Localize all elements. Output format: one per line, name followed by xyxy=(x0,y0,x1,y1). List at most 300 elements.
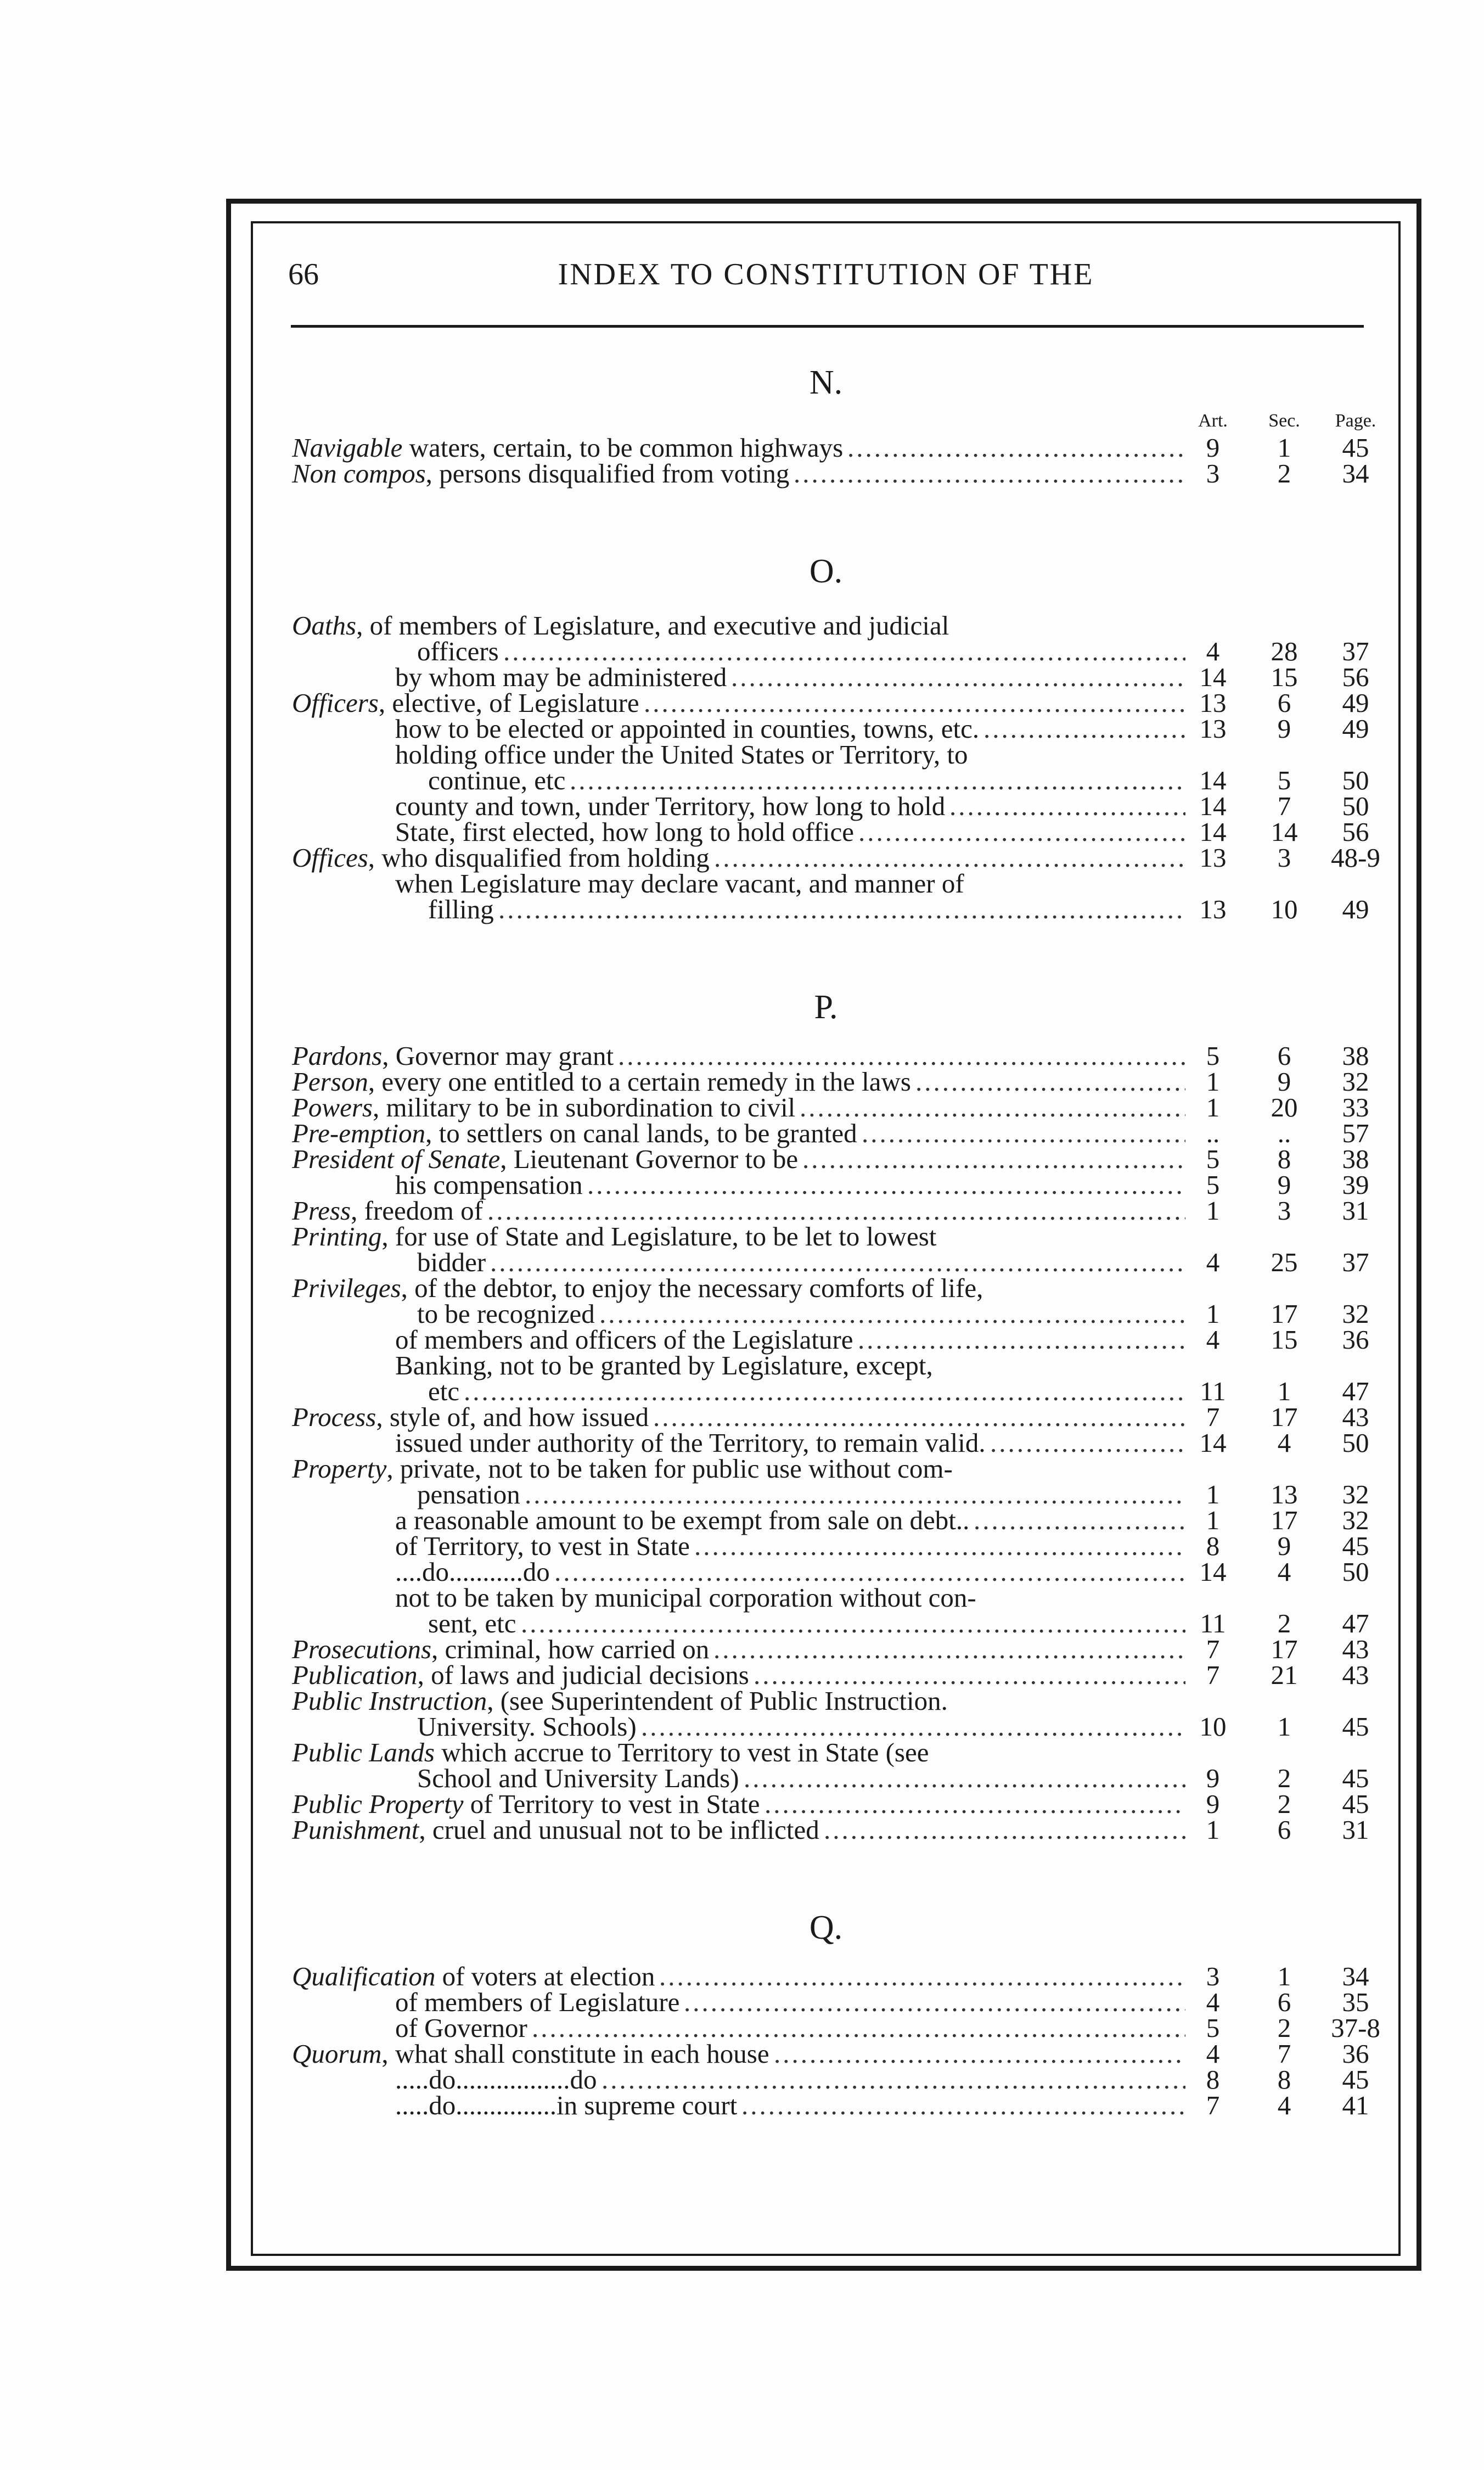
article-number: 1 xyxy=(1206,1479,1220,1509)
index-entry xyxy=(285,793,1367,819)
article-number: 14 xyxy=(1199,765,1227,795)
entry-description: sent, etc xyxy=(428,1608,516,1638)
entry-text xyxy=(395,739,968,770)
leader-dots xyxy=(802,1146,1185,1172)
page-reference: 34 xyxy=(1342,458,1369,489)
article-number: 1 xyxy=(1206,1505,1220,1535)
entry-heading: Non compos xyxy=(292,458,426,489)
entry-description: , (see Superintendent of Public Instruction. xyxy=(487,1686,948,1716)
index-entry xyxy=(285,1739,1367,1765)
article-number: 5 xyxy=(1206,2013,1220,2043)
section-number: 1 xyxy=(1277,1961,1291,1991)
entry-heading: Publication xyxy=(292,1660,418,1690)
entry-description: which accrue to Territory to vest in State (see xyxy=(434,1737,929,1767)
page-reference: 37-8 xyxy=(1331,2013,1380,2043)
leader-dots xyxy=(602,2067,1185,2092)
entry-description: filling xyxy=(428,894,494,924)
page-reference: 37 xyxy=(1342,636,1369,666)
entry-text xyxy=(395,1533,690,1559)
entry-description: of members of Legislature xyxy=(395,1987,680,2017)
entry-text xyxy=(395,793,945,819)
section-number: 4 xyxy=(1277,1557,1291,1587)
entry-heading: Quorum xyxy=(292,2039,382,2069)
entry-text xyxy=(395,2015,527,2041)
article-number: 8 xyxy=(1206,1531,1220,1561)
leader-dots xyxy=(949,793,1185,819)
entry-description: , of laws and judicial decisions xyxy=(417,1660,749,1690)
page-reference: 36 xyxy=(1342,2039,1369,2069)
page-reference: 47 xyxy=(1342,1376,1369,1406)
entry-description: not to be taken by municipal corporation without con- xyxy=(395,1582,976,1613)
article-number: 8 xyxy=(1206,2064,1220,2095)
page-reference: 47 xyxy=(1342,1608,1369,1638)
index-entry xyxy=(285,690,1367,716)
entry-description: , Lieutenant Governor to be xyxy=(500,1144,799,1174)
section-number: 4 xyxy=(1277,1428,1291,1458)
section-number: 7 xyxy=(1277,791,1291,821)
section-letter: Q. xyxy=(809,1909,843,1946)
article-number: 13 xyxy=(1199,843,1227,873)
index-entry xyxy=(285,1066,1369,1097)
section-number: 1 xyxy=(1277,433,1291,463)
section-letter: O. xyxy=(809,553,843,590)
article-number: 3 xyxy=(1206,1961,1220,1991)
entry-text xyxy=(428,767,565,793)
entry-heading: Printing xyxy=(292,1221,382,1251)
entry-text xyxy=(292,1662,749,1688)
section-number: 3 xyxy=(1277,843,1291,873)
entry-heading: Pardons xyxy=(292,1041,383,1071)
entry-heading: Public Lands xyxy=(292,1737,435,1767)
page-reference: 32 xyxy=(1342,1479,1369,1509)
section-q xyxy=(285,1903,1380,2120)
page-reference: 48-9 xyxy=(1331,843,1380,873)
article-number: 14 xyxy=(1199,1557,1227,1587)
entry-text xyxy=(292,435,843,461)
section-p xyxy=(285,983,1367,1843)
entry-description: his compensation xyxy=(395,1170,583,1200)
leader-dots xyxy=(983,716,1185,742)
entry-text xyxy=(395,1324,853,1355)
page-reference: 56 xyxy=(1342,817,1369,847)
article-number: 1 xyxy=(1206,1815,1220,1845)
entry-description: waters, certain, to be common highways xyxy=(402,433,844,463)
article-number: 11 xyxy=(1200,1376,1226,1406)
entry-text xyxy=(292,1275,983,1301)
index-entry xyxy=(285,1481,1367,1507)
column-headings xyxy=(285,407,1376,435)
article-number: 9 xyxy=(1206,433,1220,463)
entry-text xyxy=(292,1404,649,1430)
index-entry xyxy=(285,868,1367,899)
entry-description: how to be elected or appointed in counties, towns, etc. xyxy=(395,714,980,744)
leader-dots xyxy=(521,1610,1185,1636)
entry-text xyxy=(292,1195,483,1226)
leader-dots xyxy=(694,1533,1185,1559)
index-entry xyxy=(285,1453,1367,1484)
index-entry xyxy=(285,638,1367,664)
section-number: 2 xyxy=(1277,2013,1291,2043)
entry-list xyxy=(285,433,1369,489)
entry-text xyxy=(395,1582,976,1613)
index-entry xyxy=(285,2041,1367,2067)
section-number: 15 xyxy=(1271,1324,1298,1355)
page-reference: 56 xyxy=(1342,662,1369,692)
leader-dots xyxy=(618,1043,1185,1069)
entry-description: , who disqualified from holding xyxy=(368,843,710,873)
page-reference: 39 xyxy=(1342,1170,1369,1200)
entry-text xyxy=(292,1223,936,1249)
entry-description: , private, not to be taken for public use without com- xyxy=(386,1453,953,1484)
entry-heading: Public Instruction xyxy=(292,1686,487,1716)
index-entry xyxy=(285,1559,1367,1585)
entry-description: University. Schools) xyxy=(417,1711,637,1742)
article-number: 3 xyxy=(1206,458,1220,489)
article-number: 9 xyxy=(1206,1763,1220,1793)
section-number: 9 xyxy=(1277,714,1291,744)
entry-text xyxy=(395,868,964,899)
entry-text xyxy=(417,638,499,664)
entry-description: bidder xyxy=(417,1247,486,1277)
entry-description: of Territory, to vest in State xyxy=(395,1531,690,1561)
section-number: 2 xyxy=(1277,1763,1291,1793)
index-entry xyxy=(285,896,1367,922)
leader-dots xyxy=(599,1301,1185,1327)
index-entry xyxy=(285,1817,1367,1843)
section-number: 21 xyxy=(1271,1660,1298,1690)
entry-text xyxy=(292,1066,911,1097)
page-reference: 36 xyxy=(1342,1324,1369,1355)
entry-description: , persons disqualified from voting xyxy=(425,458,790,489)
section-number: 1 xyxy=(1277,1711,1291,1742)
article-number: 5 xyxy=(1206,1041,1220,1071)
section-number: 9 xyxy=(1277,1531,1291,1561)
article-number: 7 xyxy=(1206,2090,1220,2120)
entry-description: officers xyxy=(417,636,499,666)
article-number: 14 xyxy=(1199,817,1227,847)
leader-dots xyxy=(862,1120,1185,1146)
entry-text xyxy=(395,1559,550,1585)
section-number: 15 xyxy=(1271,662,1298,692)
entry-description: when Legislature may declare vacant, and manner of xyxy=(395,868,964,899)
leader-dots xyxy=(653,1404,1185,1430)
section-number: 17 xyxy=(1271,1299,1298,1329)
page-reference: 49 xyxy=(1342,894,1369,924)
entry-text xyxy=(292,690,639,716)
section-number: 25 xyxy=(1271,1247,1298,1277)
index-entry xyxy=(285,1223,1367,1249)
entry-list xyxy=(285,1961,1380,2120)
section-letter: N. xyxy=(809,364,843,401)
section-number: 3 xyxy=(1277,1195,1291,1226)
entry-description: .....do...............in supreme court xyxy=(395,2090,738,2120)
entry-description: to be recognized xyxy=(417,1299,595,1329)
entry-text xyxy=(395,1507,969,1533)
entry-heading: Process xyxy=(292,1402,376,1432)
page-reference: 57 xyxy=(1342,1118,1369,1148)
entry-description: , military to be in subordination to civil xyxy=(373,1092,796,1122)
leader-dots xyxy=(824,1817,1185,1843)
entry-text xyxy=(417,1249,486,1275)
entry-heading: President of Senate xyxy=(292,1144,501,1174)
page-reference: 45 xyxy=(1342,1789,1369,1819)
article-number: 7 xyxy=(1206,1634,1220,1664)
entry-heading: Oaths xyxy=(292,610,357,641)
section-number: 4 xyxy=(1277,2090,1291,2120)
entry-description: ....do...........do xyxy=(395,1557,550,1587)
index-entry xyxy=(285,435,1367,461)
page-reference: 43 xyxy=(1342,1660,1369,1690)
leader-dots xyxy=(587,1172,1185,1198)
page-reference: 50 xyxy=(1342,1428,1369,1458)
leader-dots xyxy=(464,1378,1185,1404)
column-page: Page. xyxy=(1335,411,1376,431)
entry-heading: Property xyxy=(292,1453,387,1484)
entry-description: , for use of State and Legislature, to be let to lowest xyxy=(381,1221,937,1251)
section-number: 28 xyxy=(1271,636,1298,666)
page-reference: 34 xyxy=(1342,1961,1369,1991)
section-number: 9 xyxy=(1277,1170,1291,1200)
leader-dots xyxy=(532,2015,1185,2041)
header-rule xyxy=(291,325,1364,328)
entry-text xyxy=(292,845,710,871)
page-reference: 50 xyxy=(1342,1557,1369,1587)
page-reference: 32 xyxy=(1342,1066,1369,1097)
section-number: 6 xyxy=(1277,1815,1291,1845)
index-entry xyxy=(285,1043,1367,1069)
entry-heading: Navigable xyxy=(292,433,403,463)
entry-description: of members and officers of the Legislature xyxy=(395,1324,853,1355)
section-number: 9 xyxy=(1277,1066,1291,1097)
section-number: 5 xyxy=(1277,765,1291,795)
leader-dots xyxy=(754,1662,1185,1688)
index-entry xyxy=(285,2064,1369,2095)
article-number: 14 xyxy=(1199,662,1227,692)
index-entry xyxy=(285,458,1369,489)
entry-text xyxy=(292,610,949,641)
index-entry xyxy=(285,1172,1367,1198)
index-entry xyxy=(285,664,1367,690)
article-number: 4 xyxy=(1206,1247,1220,1277)
entry-text xyxy=(395,1989,679,2015)
page-reference: 38 xyxy=(1342,1144,1369,1174)
page-number: 66 xyxy=(288,257,319,291)
entry-text xyxy=(395,1352,933,1378)
page-reference: 45 xyxy=(1342,1763,1369,1793)
section-number: 17 xyxy=(1271,1634,1298,1664)
entry-heading: Qualification xyxy=(292,1961,436,1991)
entry-text xyxy=(395,1430,986,1456)
index-entry xyxy=(285,1275,1367,1301)
entry-description: , to settlers on canal lands, to be granted xyxy=(425,1118,857,1148)
index-entry xyxy=(285,819,1367,845)
index-entry xyxy=(285,1120,1367,1146)
leader-dots xyxy=(684,1989,1185,2015)
leader-dots xyxy=(915,1069,1185,1094)
index-entry xyxy=(285,716,1367,742)
page-reference: 45 xyxy=(1342,1711,1369,1742)
entry-text xyxy=(292,1688,948,1714)
page-reference: 45 xyxy=(1342,1531,1369,1561)
page-reference: 38 xyxy=(1342,1041,1369,1071)
section-number: 8 xyxy=(1277,2064,1291,2095)
article-number: 4 xyxy=(1206,1987,1220,2017)
entry-description: State, first elected, how long to hold office xyxy=(395,817,854,847)
page-reference: 45 xyxy=(1342,2064,1369,2095)
index-entry xyxy=(285,1352,1367,1378)
index-entry xyxy=(285,1711,1369,1742)
leader-dots xyxy=(487,1198,1185,1223)
section-number: 14 xyxy=(1271,817,1298,847)
index-entry xyxy=(285,1507,1367,1533)
page-reference: 41 xyxy=(1342,2090,1369,2120)
leader-dots xyxy=(741,2092,1185,2118)
entry-text xyxy=(417,1301,595,1327)
leader-dots xyxy=(641,1714,1185,1739)
entry-text xyxy=(292,1043,614,1069)
section-n xyxy=(285,358,1376,489)
entry-description: , every one entitled to a certain remedy in the laws xyxy=(368,1066,911,1097)
leader-dots xyxy=(554,1559,1185,1585)
entry-text xyxy=(292,1963,655,1989)
index-entry xyxy=(285,1662,1367,1688)
entry-text xyxy=(428,896,494,922)
entry-description: , what shall constitute in each house xyxy=(381,2039,769,2069)
entry-text xyxy=(428,1610,516,1636)
index-entry xyxy=(285,1636,1367,1662)
entry-text xyxy=(417,1765,739,1791)
entry-heading: Punishment xyxy=(292,1815,419,1845)
page-reference: 31 xyxy=(1342,1195,1369,1226)
index-entry xyxy=(285,843,1380,873)
entry-text xyxy=(395,2092,737,2118)
article-number: 4 xyxy=(1206,2039,1220,2069)
index-entry xyxy=(285,1765,1367,1791)
entry-heading: Officers xyxy=(292,688,379,718)
index-entry xyxy=(285,767,1367,793)
leader-dots xyxy=(744,1765,1185,1791)
page-reference: 43 xyxy=(1342,1402,1369,1432)
article-number: 14 xyxy=(1199,1428,1227,1458)
page-reference: 49 xyxy=(1342,714,1369,744)
section-number: 8 xyxy=(1277,1144,1291,1174)
index-entry xyxy=(285,1404,1367,1430)
entry-text xyxy=(292,458,790,489)
page-reference: 49 xyxy=(1342,688,1369,718)
leader-dots xyxy=(800,1094,1185,1120)
entry-description: , Governor may grant xyxy=(382,1041,614,1071)
entry-description: by whom may be administered xyxy=(395,662,727,692)
entry-heading: Privileges xyxy=(292,1273,401,1303)
leader-dots xyxy=(713,1636,1185,1662)
entry-text xyxy=(417,1711,637,1742)
page-reference: 32 xyxy=(1342,1299,1369,1329)
entry-heading: Press xyxy=(292,1195,351,1226)
article-number: 9 xyxy=(1206,1789,1220,1819)
leader-dots xyxy=(847,435,1185,461)
entry-text xyxy=(395,664,727,690)
entry-text xyxy=(395,716,979,742)
index-entry xyxy=(285,1195,1369,1226)
leader-dots xyxy=(525,1481,1185,1507)
index-entry xyxy=(285,1094,1367,1120)
article-number: 4 xyxy=(1206,636,1220,666)
section-number: 6 xyxy=(1277,1987,1291,2017)
leader-dots xyxy=(974,1507,1185,1533)
leader-dots xyxy=(503,638,1185,664)
entry-description: holding office under the United States or Territory, to xyxy=(395,739,968,770)
entry-text xyxy=(292,1791,760,1817)
page-reference: 45 xyxy=(1342,433,1369,463)
section-number: 1 xyxy=(1277,1376,1291,1406)
article-number: 10 xyxy=(1199,1711,1227,1742)
entry-text xyxy=(292,2041,769,2067)
entry-description: a reasonable amount to be exempt from sale on debt.. xyxy=(395,1505,970,1535)
index-entry xyxy=(285,1533,1367,1559)
article-number: 5 xyxy=(1206,1170,1220,1200)
index-entry xyxy=(285,1989,1367,2015)
entry-description: of voters at election xyxy=(435,1961,655,1991)
page-reference: 50 xyxy=(1342,765,1369,795)
leader-dots xyxy=(490,1249,1185,1275)
entry-heading: Offices xyxy=(292,843,368,873)
article-number: 1 xyxy=(1206,1195,1220,1226)
entry-heading: Powers xyxy=(292,1092,373,1122)
section-number: 17 xyxy=(1271,1505,1298,1535)
leader-dots xyxy=(570,767,1185,793)
index-entry xyxy=(285,739,1367,770)
page-reference: 35 xyxy=(1342,1987,1369,2017)
leader-dots xyxy=(858,1327,1185,1352)
leader-dots xyxy=(714,845,1185,871)
column-sec: Sec. xyxy=(1268,411,1300,431)
entry-heading: Pre-emption xyxy=(292,1118,426,1148)
entry-description: .....do.................do xyxy=(395,2064,597,2095)
entry-text xyxy=(292,1120,857,1146)
page-reference: 32 xyxy=(1342,1505,1369,1535)
entry-text xyxy=(292,1453,953,1484)
index-entry xyxy=(285,1324,1369,1355)
entry-description: School and University Lands) xyxy=(417,1763,739,1793)
article-number: 7 xyxy=(1206,1660,1220,1690)
section-number: 13 xyxy=(1271,1479,1298,1509)
article-number: 4 xyxy=(1206,1324,1220,1355)
entry-text xyxy=(395,2064,597,2095)
entry-description: , cruel and unusual not to be inflicted xyxy=(419,1815,819,1845)
entry-text xyxy=(292,1817,819,1843)
index-entry xyxy=(285,1610,1367,1636)
index-entry xyxy=(285,1688,1367,1714)
entry-description: pensation xyxy=(417,1479,520,1509)
index-entry xyxy=(285,1249,1367,1275)
leader-dots xyxy=(990,1430,1185,1456)
entry-description: , of the debtor, to enjoy the necessary comforts of life, xyxy=(401,1273,983,1303)
entry-heading: Public Property xyxy=(292,1789,464,1819)
entry-description: of Territory to vest in State xyxy=(463,1789,760,1819)
entry-text xyxy=(292,1636,709,1662)
index-entry xyxy=(285,610,1367,641)
article-number: 13 xyxy=(1199,894,1227,924)
entry-description: continue, etc xyxy=(428,765,566,795)
article-number: 5 xyxy=(1206,1144,1220,1174)
section-number: 20 xyxy=(1271,1092,1298,1122)
article-number: 11 xyxy=(1200,1608,1226,1638)
index-entry xyxy=(285,1430,1367,1456)
article-number: 1 xyxy=(1206,1066,1220,1097)
entry-description: issued under authority of the Territory, to remain valid. xyxy=(395,1428,986,1458)
column-art: Art. xyxy=(1198,411,1228,431)
section-number: 7 xyxy=(1277,2039,1291,2069)
